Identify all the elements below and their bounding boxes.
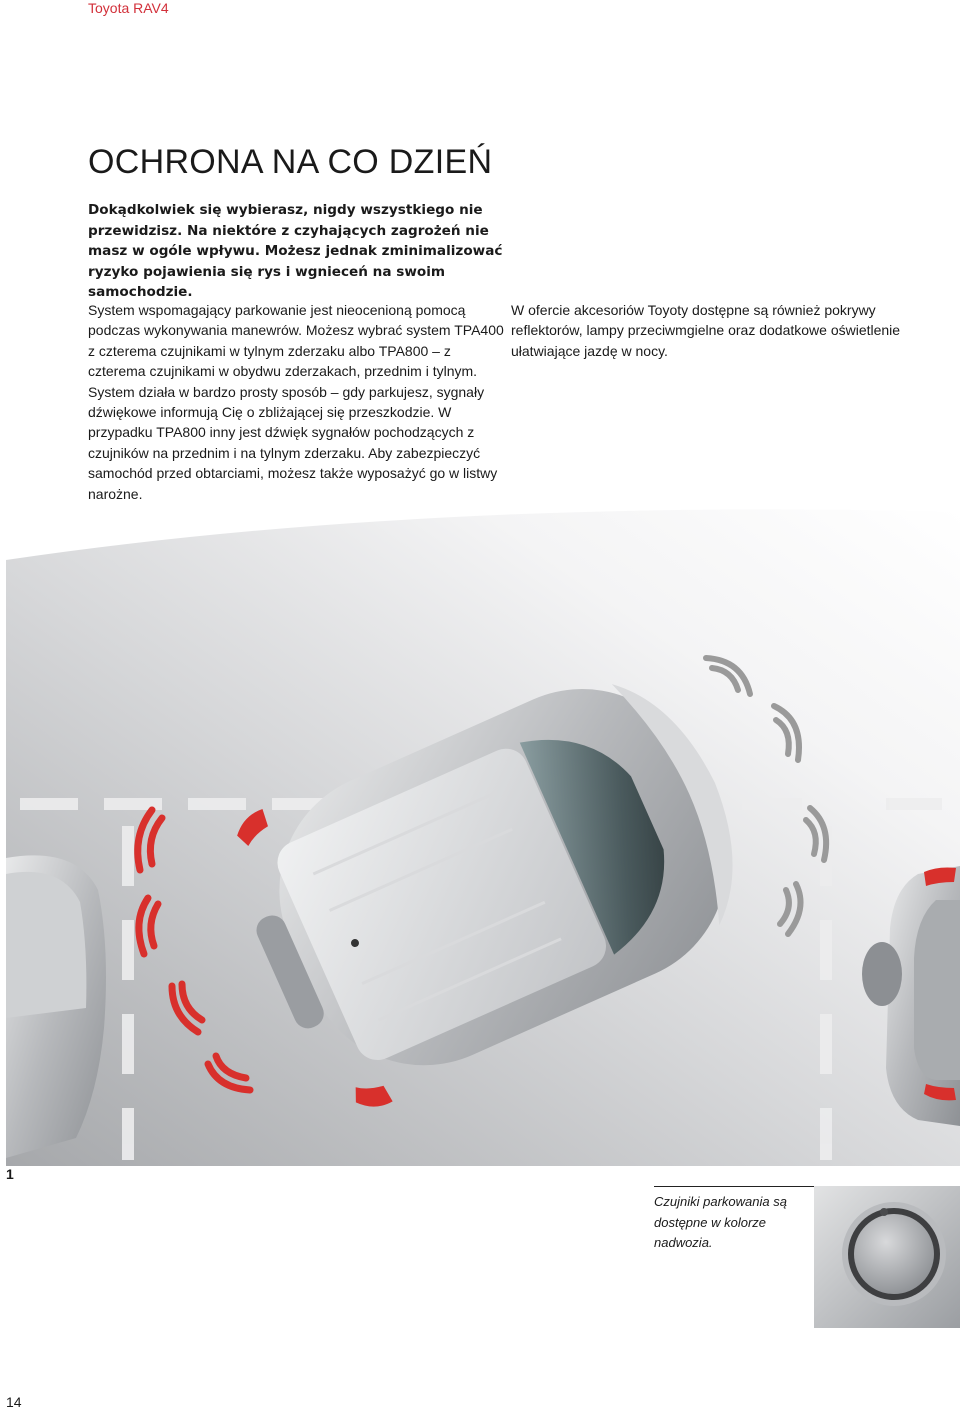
page-number: 14 (6, 1394, 22, 1410)
caption-rule (654, 1186, 814, 1187)
lead-paragraph: Dokądkolwiek się wybierasz, nigdy wszystkiego nie przewidzisz. Na niektóre z czyhających zagrożeń nie masz w ogóle wpływu. Możesz jednak zminimalizować ryzyko pojawienia się rys i wgnieceń na swoim samochodzie. (88, 202, 503, 300)
parking-sensors-illustration (6, 508, 960, 1166)
parking-sensor-closeup-photo (814, 1186, 960, 1328)
page-title: OCHRONA NA CO DZIEŃ (88, 143, 493, 181)
body-paragraph-left: System wspomagający parkowanie jest nieocenioną pomocą podczas wykonywania manewrów. Możesz wybrać system TPA400 z czterema czujnikami w tylnym zderzaku albo TPA800 – z czterema czujnikami w obydwu zderzakach, przednim i tylnym. System działa w bardzo prosty sposób – gdy parkujesz, sygnały dźwiękowe informują Cię o zbliżającej się przeszkodzie. W przypadku TPA800 inny jest dźwięk sygnałów pochodzących z czujników na przednim i na tylnym zderzaku. Aby zabezpieczyć samochód przed obtarciami, możesz także wyposażyć go w listwy narożne. (88, 302, 504, 502)
figure-caption: Czujniki parkowania są dostępne w kolorze nadwozia. (654, 1194, 787, 1250)
body-paragraph-right: W ofercie akcesoriów Toyoty dostępne są również pokrywy reflektorów, lampy przeciwmgielne oraz dodatkowe oświetlenie ułatwiające jazdę w nocy. (511, 302, 901, 359)
header-brand: Toyota RAV4 (88, 0, 169, 16)
figure-number: 1 (6, 1166, 14, 1182)
